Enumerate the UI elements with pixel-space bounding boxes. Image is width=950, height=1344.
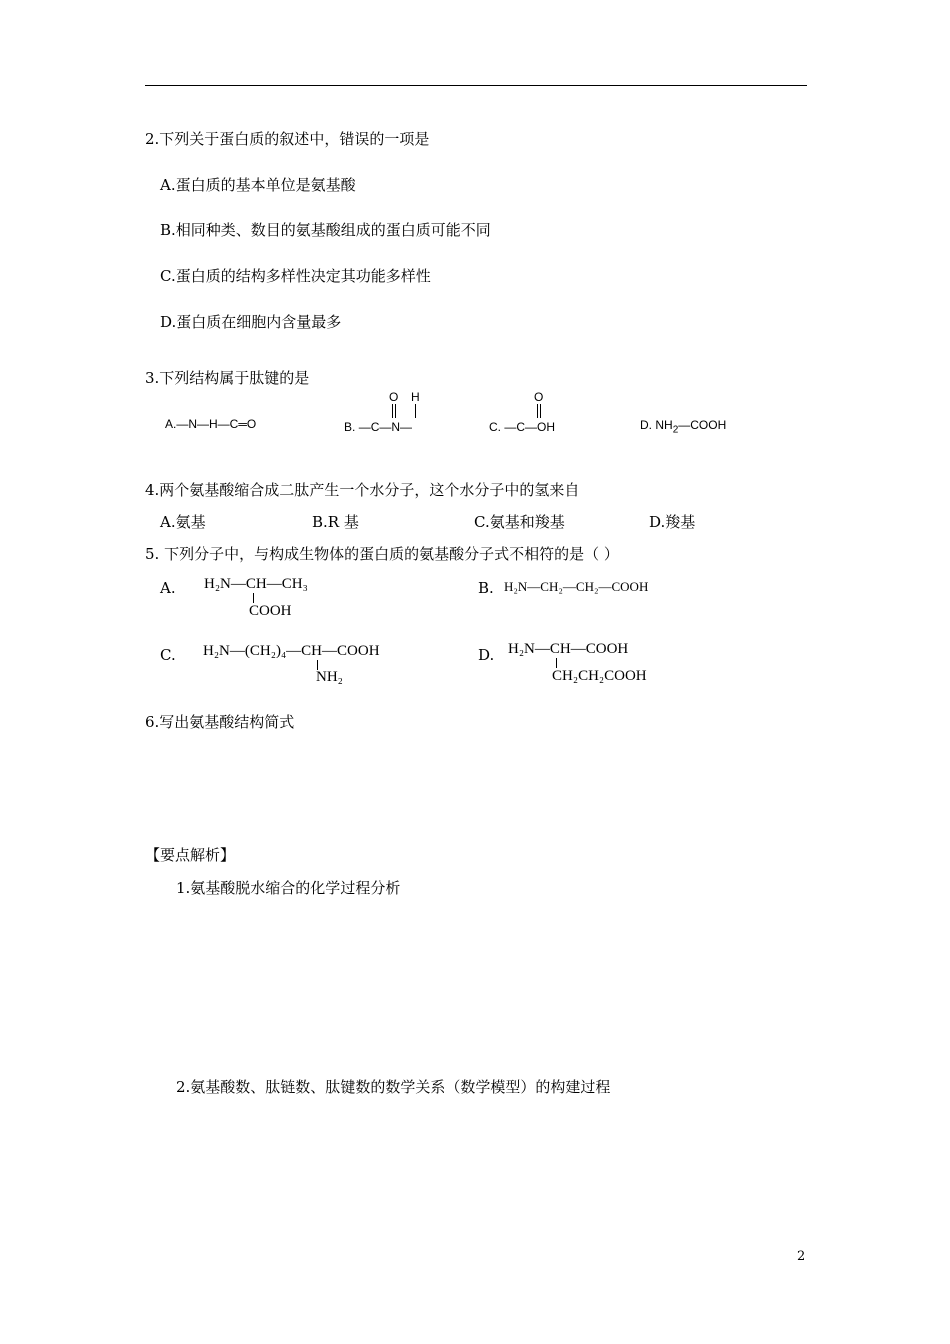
q5-a-bond	[253, 593, 254, 603]
q3-a-formula: —N—H—C═O	[176, 417, 257, 431]
q5-c-main: H₂N—(CH₂)₄—CH—COOH	[203, 643, 380, 659]
q3-option-c	[489, 420, 555, 434]
q5-a-main: H₂N—CH—CH₃	[204, 576, 308, 592]
q3-b-top-h: H	[411, 390, 420, 404]
q5-a-label: A.	[160, 579, 176, 597]
q3-b-double-bond-2	[395, 404, 396, 418]
key-point-1: 1.氨基酸脱水缩合的化学过程分析	[176, 879, 401, 897]
page-number: 2	[797, 1249, 806, 1264]
q4-option-a: A.氨基	[160, 513, 206, 531]
header-rule	[145, 85, 807, 86]
q3-d-tail: —COOH	[678, 418, 727, 432]
q3-c-top-o: O	[534, 390, 544, 404]
q3-option-d	[640, 418, 726, 435]
q3-b-formula: —C—N—	[358, 420, 413, 434]
q2-option-b: B.相同种类、数目的氨基酸组成的蛋白质可能不同	[160, 221, 491, 239]
q3-c-formula: —C—OH	[504, 420, 556, 434]
q5-c-branch: NH₂	[316, 669, 343, 685]
q5-c-label: C.	[160, 646, 176, 664]
q3-c-double-bond	[537, 404, 538, 418]
q3-b-top-o: O	[389, 390, 399, 404]
q6-stem: 6.写出氨基酸结构简式	[145, 713, 295, 731]
q3-stem: 3.下列结构属于肽键的是	[145, 369, 310, 387]
q2-option-d: D.蛋白质在细胞内含量最多	[160, 313, 342, 331]
q3-b-label: B.	[344, 420, 356, 434]
q2-option-a: A.蛋白质的基本单位是氨基酸	[160, 176, 356, 194]
q4-option-b: B.R 基	[312, 513, 359, 531]
q5-b-main: H₂N—CH₂—CH₂—COOH	[504, 579, 649, 594]
q3-c-label: C.	[489, 420, 501, 434]
q4-option-d: D.羧基	[649, 513, 696, 531]
q5-b-label: B.	[478, 579, 494, 597]
q2-stem: 2.下列关于蛋白质的叙述中，错误的一项是	[145, 130, 430, 148]
q5-stem: 5. 下列分子中，与构成生物体的蛋白质的氨基酸分子式不相符的是（ ）	[145, 545, 619, 563]
q4-stem: 4.两个氨基酸缩合成二肽产生一个水分子，这个水分子中的氢来自	[145, 481, 580, 499]
q3-option-b	[344, 420, 412, 434]
q3-d-label: D.	[640, 418, 652, 432]
q5-a-branch: COOH	[249, 603, 292, 619]
key-point-2: 2.氨基酸数、肽链数、肽键数的数学关系（数学模型）的构建过程	[176, 1078, 611, 1096]
q3-c-double-bond-2	[540, 404, 541, 418]
q5-d-bond	[556, 658, 557, 668]
q4-option-c: C.氨基和羧基	[474, 513, 565, 531]
q5-d-main: H₂N—CH—COOH	[508, 641, 629, 657]
q3-d-subscript: 2	[672, 424, 679, 436]
key-points-heading: 【要点解析】	[145, 846, 236, 864]
q2-option-c: C.蛋白质的结构多样性决定其功能多样性	[160, 267, 431, 285]
q3-d-nh: NH	[655, 418, 673, 432]
q5-d-label: D.	[478, 646, 495, 664]
q3-b-nh-bond	[415, 404, 416, 418]
q3-a-label: A.	[165, 417, 177, 431]
q5-d-branch: CH₂CH₂COOH	[552, 668, 647, 684]
q3-option-a	[165, 417, 256, 431]
q3-b-double-bond	[392, 404, 393, 418]
